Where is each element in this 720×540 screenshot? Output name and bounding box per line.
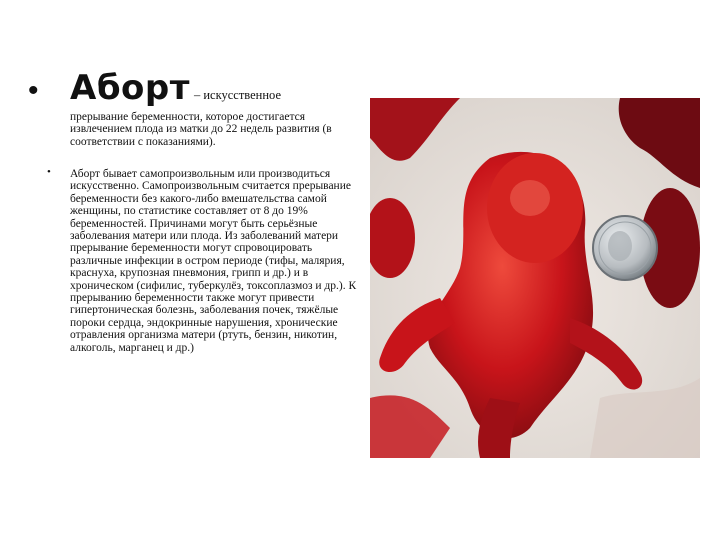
medical-photo-illustration [370, 98, 700, 458]
title-line [70, 68, 281, 108]
paragraph-details: Аборт бывает самопроизвольным или производиться искусственно. Самопроизвольным считается прерывание беременности без какого-либо вмешательства самой женщины, по статистике составляет от 8 до 19% беременностей. Причинами могут быть серьёзные заболевания матери или плода. Из заболеваний матери прерывание беременности могут спровоцировать различные инфекции в остром периоде (тифы, малярия, краснуха, крупозная пневмония, грипп и др.) и в хроническом (сифилис, туберкулёз, токсоплазмоз и др.). К прерыванию беременности также могут привести гипертоническая болезнь, заболевания почек, тяжёлые пороки сердца, эндокринные нарушения, хронические отравления организма матери (ртуть, бензин, никотин, алкоголь, марганец и др.) [70, 168, 357, 354]
paragraph-definition: прерывание беременности, которое достигается извлечением плода из матки до 22 недель развития (в соответствии с показаниями). [70, 111, 332, 148]
page-title: Аборт [70, 68, 190, 108]
bullet-marker-small: • [47, 166, 51, 178]
bullet-marker: • [28, 74, 39, 107]
medical-photo [370, 98, 700, 458]
title-continuation: – искусственное [193, 88, 281, 102]
